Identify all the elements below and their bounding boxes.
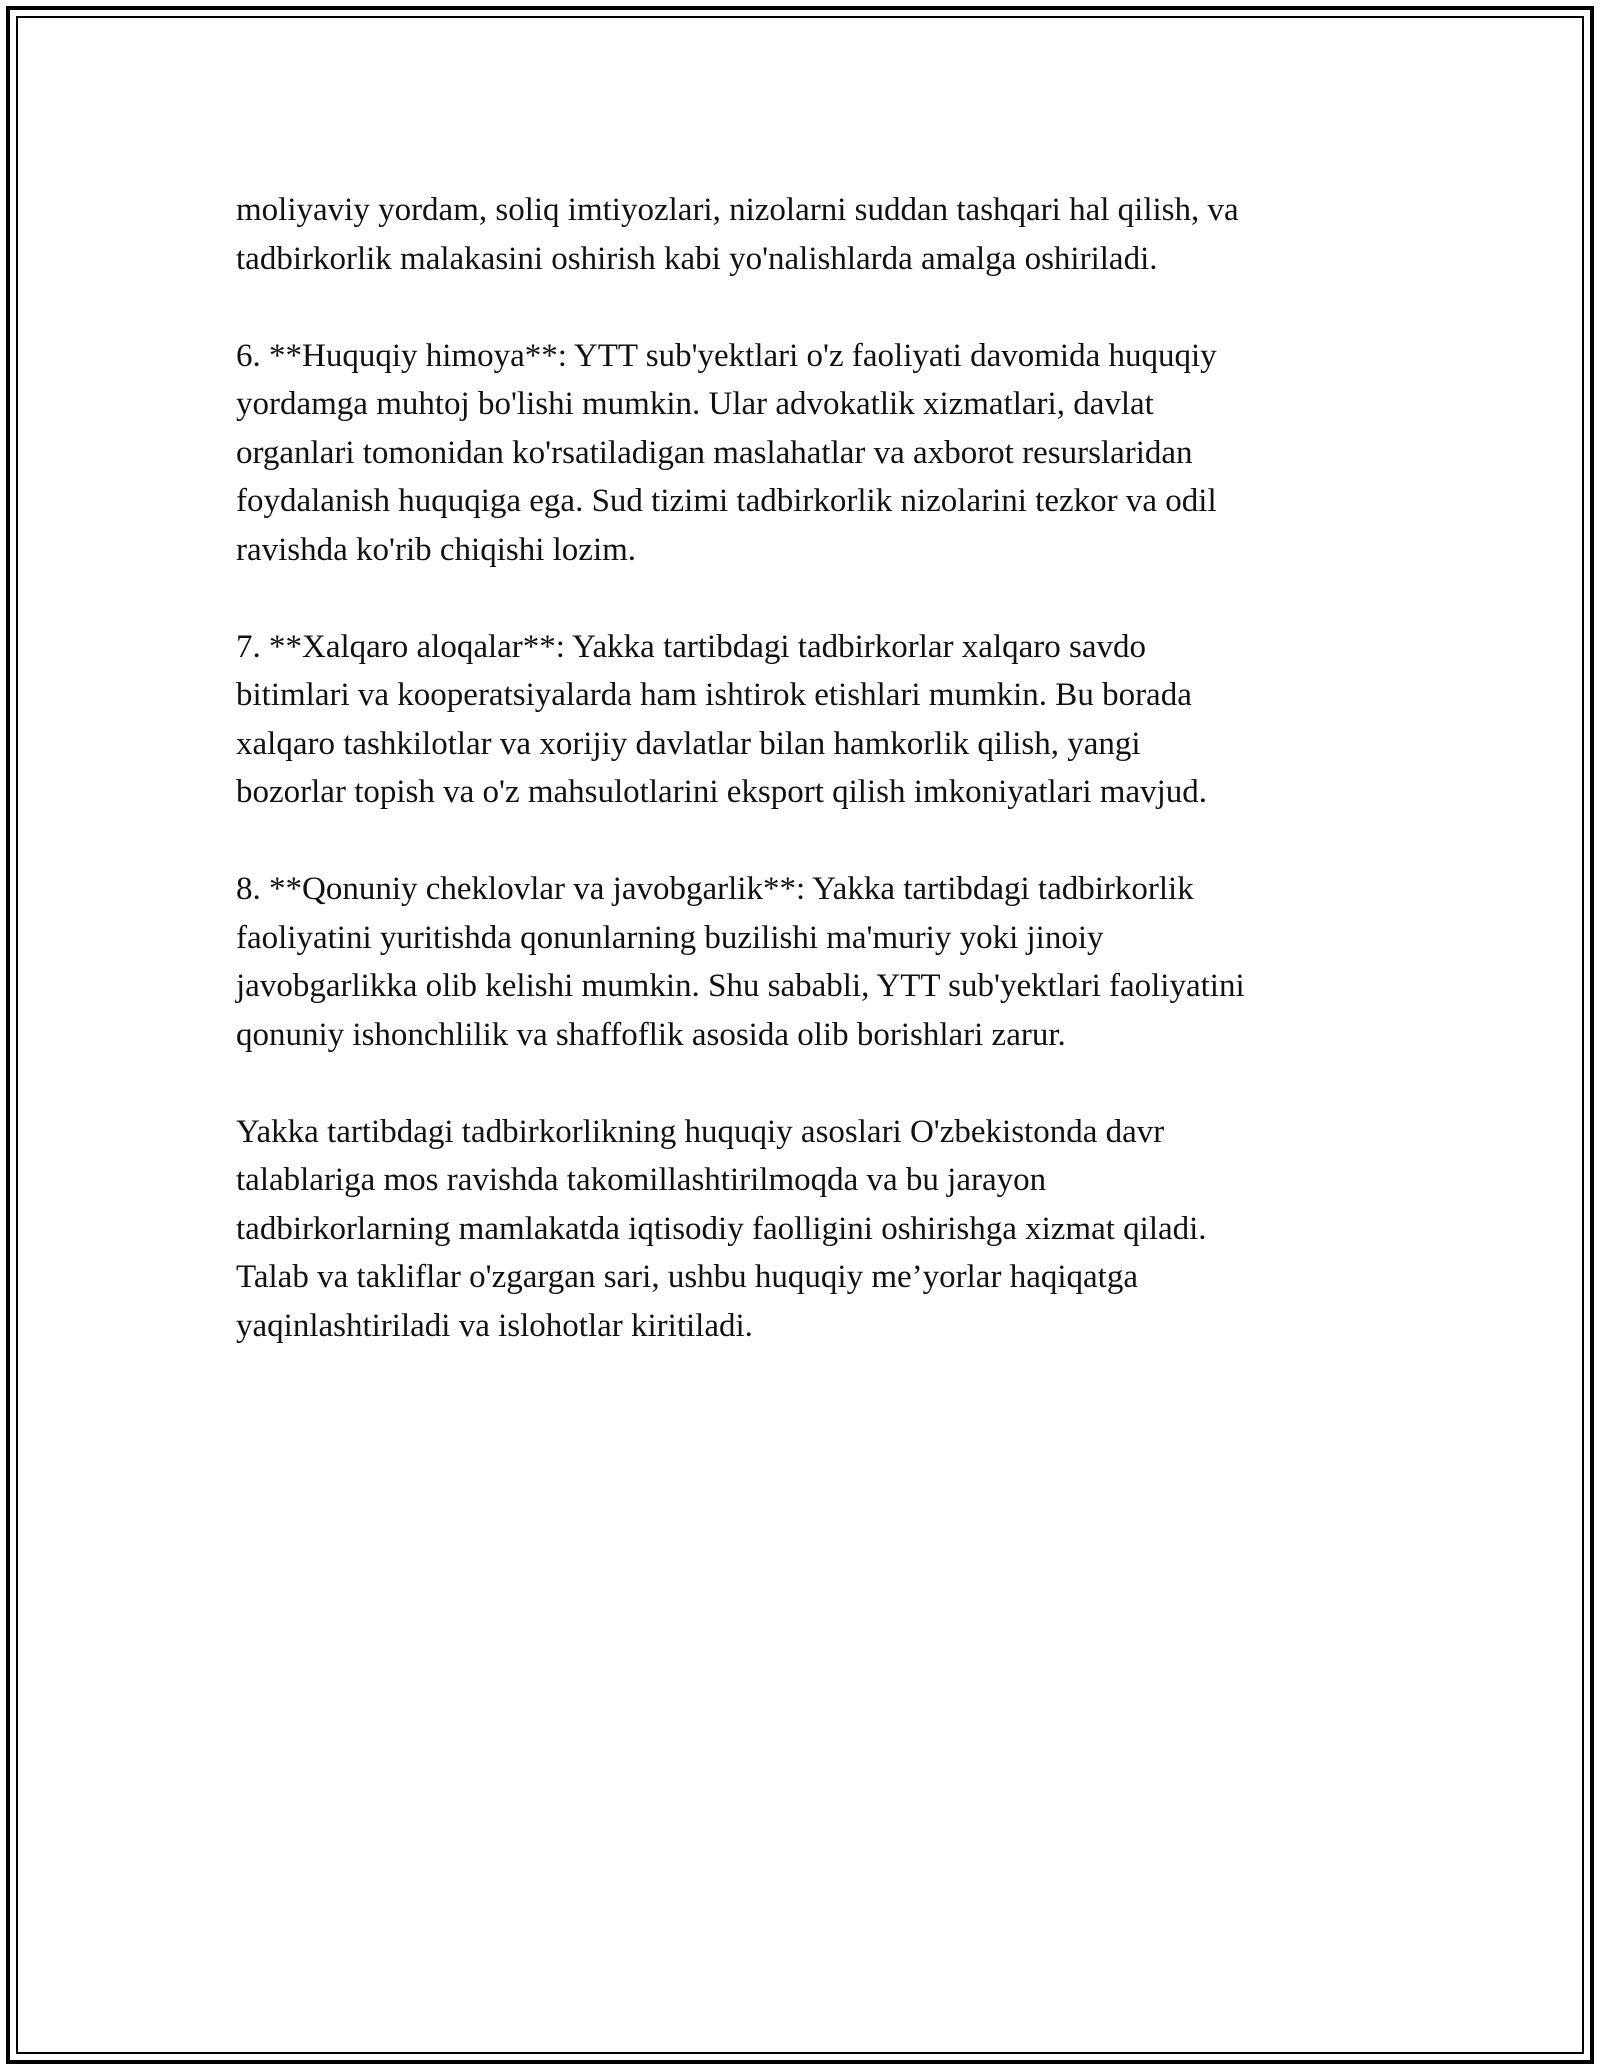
paragraph-conclusion: Yakka tartibdagi tadbirkorlikning huquqiy asoslari O'zbekistonda davr talablariga mos ravishda takomillashtirilmoqda va bu jarayon tadbirkorlarning mamlakatda iqtisodiy faolligini oshirishga xizmat qiladi. Talab va takliflar o'zgargan sari, ushbu huquqiy me’yorlar haqiqatga yaqinlashtiriladi va islohotlar kiritiladi. [236,1113,1207,1344]
paragraph-continuation: moliyaviy yordam, soliq imtiyozlari, nizolarni suddan tashqari hal qilish, va tadbirkorlik malakasini oshirish kabi yo'nalishlarda amalga oshiriladi. [236,192,1239,277]
paragraph-legal-restrictions: 8. **Qonuniy cheklovlar va javobgarlik**: Yakka tartibdagi tadbirkorlik faoliyatini yuritishda qonunlarning buzilishi ma'muriy yoki jinoiy javobgarlikka olib kelishi mumkin. Shu sababli, YTT sub'yektlari faoliyatini qonuniy ishonchlilik va shaffoflik asosida olib borishlari zarur. [236,871,1245,1053]
document-body [236,186,1376,1350]
paragraph-legal-protection: 6. **Huquqiy himoya**: YTT sub'yektlari o'z faoliyati davomida huquqiy yordamga muhtoj bo'lishi mumkin. Ular advokatlik xizmatlari, davlat organlari tomonidan ko'rsatiladigan maslahatlar va axborot resurslaridan foydalanish huquqiga ega. Sud tizimi tadbirkorlik nizolarini tezkor va odil ravishda ko'rib chiqishi lozim. [236,337,1217,568]
paragraph-international-relations: 7. **Xalqaro aloqalar**: Yakka tartibdagi tadbirkorlar xalqaro savdo bitimlari va kooperatsiyalarda ham ishtirok etishlari mumkin. Bu borada xalqaro tashkilotlar va xorijiy davlatlar bilan hamkorlik qilish, yangi bozorlar topish va o'z mahsulotlarini eksport qilish imkoniyatlari mavjud. [236,628,1208,810]
